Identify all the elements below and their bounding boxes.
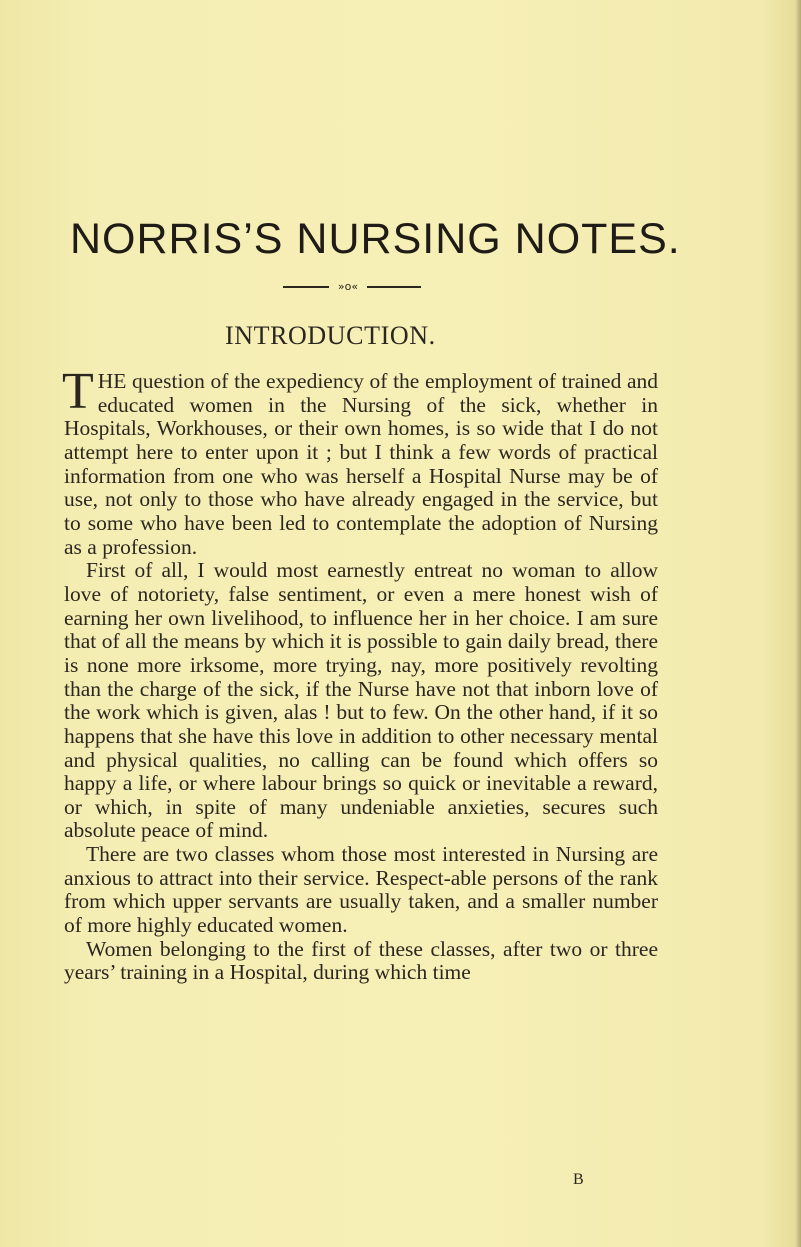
ornament-rule-right bbox=[367, 286, 421, 288]
paragraph-1 bbox=[62, 363, 658, 559]
drop-cap: T bbox=[62, 363, 94, 420]
paragraph-4: Women belonging to the first of these classes, after two or three years’ training in a Hospital, during which time bbox=[64, 936, 658, 985]
section-heading: INTRODUCTION. bbox=[225, 321, 436, 350]
ornament-glyph: »o« bbox=[337, 280, 359, 293]
book-title: NORRIS’S NURSING NOTES. bbox=[70, 215, 681, 263]
paragraph-2: First of all, I would most earnestly entreat no woman to allow love of notoriety, false sentiment, or even a mere honest wish of earning her own livelihood, to influence her in her choice. I am sure that of all the means by which it is possible to gain daily bread, there is none more irksome, more trying, nay, more positively revolting than the charge of the sick, if the Nurse have not that inborn love of the work which is given, alas ! but to few. On the other hand, if it so happens that she have this love in addition to other necessary mental and physical qualities, no calling can be found which offers so happy a life, or where labour brings so quick or inevitable a reward, or which, in spite of many undeniable anxieties, secures such absolute peace of mind. bbox=[64, 558, 658, 843]
paragraph-1-text: HE question of the expediency of the employment of trained and educated women in the Nursing of the sick, whether in Hospitals, Workhouses, or their own homes, is so wide that I do not attempt here to enter upon it ; but I think a few words of practical information from one who was herself a Hospital Nurse may be of use, not only to those who have already engaged in the service, but to some who have been led to contemplate the adoption of Nursing as a profession. bbox=[64, 369, 658, 559]
ornament-rule-left bbox=[283, 286, 329, 288]
introduction-text bbox=[62, 363, 658, 985]
paragraph-3: There are two classes whom those most interested in Nursing are anxious to attract into their service. Respect-able persons of the rank from which upper servants are usually taken, and a smaller number of more highly educated women. bbox=[64, 842, 658, 938]
page-edge-shadow bbox=[795, 0, 801, 1247]
title-ornament bbox=[283, 282, 421, 292]
signature-mark: B bbox=[573, 1171, 584, 1188]
